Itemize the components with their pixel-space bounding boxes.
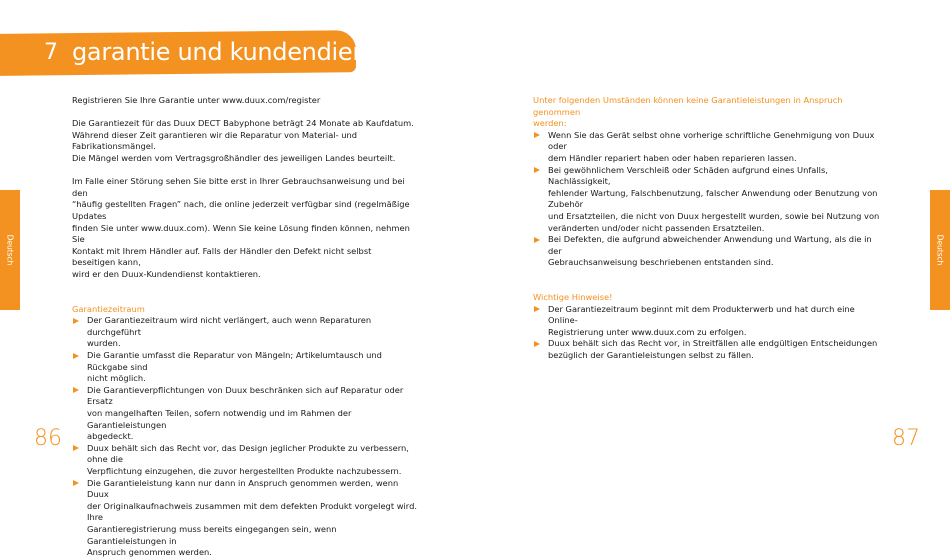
text-line: und Ersatzteilen, die nicht von Duux hergestellt wurden, sowie bei Nutzung von xyxy=(548,210,880,221)
text-line: Garantieregistrierung muss bereits eingegangen sein, wenn Garantieleistungen in xyxy=(87,523,337,546)
text-line: dem Händler repariert haben oder haben reparieren lassen. xyxy=(548,152,797,163)
support-paragraph xyxy=(72,176,417,280)
text-line: abgedeckt. xyxy=(87,431,134,442)
list-item xyxy=(72,478,417,559)
list-item xyxy=(533,338,883,361)
exclusions-list xyxy=(533,130,883,269)
text-line: finden Sie unter www.duux.com). Wenn Sie keine Lösung finden können, nehmen Sie xyxy=(72,222,410,245)
text-line: wurden. xyxy=(87,338,121,349)
language-tab-left-label: Deutsch xyxy=(5,234,15,266)
text-line: Unter folgenden Umständen können keine Garantieleistungen in Anspruch genommen xyxy=(533,95,843,117)
text-line: von mangelhaften Teilen, sofern notwendig und im Rahmen der Garantieleistungen xyxy=(87,408,352,430)
left-column xyxy=(72,95,417,559)
text-line: Duux behält sich das Recht vor, in Streitfällen alle endgültigen Entscheidungen xyxy=(548,338,878,349)
text-line: Die Garantiezeit für das Duux DECT Babyphone beträgt 24 Monate ab Kaufdatum. xyxy=(72,118,414,129)
text-line: Bei Defekten, die aufgrund abweichender Anwendung und Wartung, als die in der xyxy=(548,234,872,256)
text-line: bezüglich der Garantieleistungen selbst zu fällen. xyxy=(548,350,754,361)
text-line: fehlender Wartung, Falschbenutzung, falscher Anwendung oder Benutzung von Zubehör xyxy=(548,187,878,210)
list-item xyxy=(72,315,417,350)
text-line: Während dieser Zeit garantieren wir die Reparatur von Material- und Fabrikationsmängel. xyxy=(72,129,358,152)
text-line: wird er den Duux-Kundendienst kontaktieren. xyxy=(72,268,261,279)
text-line: Die Garantieleistung kann nur dann in Anspruch genommen werden, wenn Duux xyxy=(87,477,399,500)
list-item xyxy=(533,234,883,269)
text-line: Gebrauchsanweisung beschriebenen entstanden sind. xyxy=(548,257,774,268)
list-item xyxy=(72,350,417,385)
chapter-title: garantie und kundendienst xyxy=(72,38,389,66)
warranty-period-heading: Garantiezeitraum xyxy=(72,303,145,314)
language-tab-right xyxy=(930,190,950,310)
text-line: “häufig gestellten Fragen” nach, die online jederzeit verfügbar sind (regelmäßige Updates xyxy=(72,199,410,221)
important-notes-list xyxy=(533,304,883,362)
text-line: Die Mängel werden vom Vertragsgroßhändler des jeweiligen Landes beurteilt. xyxy=(72,152,396,163)
text-line: Bei gewöhnlichem Verschleiß oder Schäden aufgrund eines Unfalls, Nachlässigkeit, xyxy=(548,164,828,187)
text-line: Der Garantiezeitraum beginnt mit dem Produkterwerb und hat durch eine Online- xyxy=(548,303,855,326)
page-number-right: 87 xyxy=(892,426,920,451)
text-line: veränderten und/oder nicht passenden Ersatzteilen. xyxy=(548,222,765,233)
chapter-number: 7 xyxy=(44,40,58,65)
list-item xyxy=(533,304,883,339)
language-tab-left xyxy=(0,190,20,310)
text-line: Im Falle einer Störung sehen Sie bitte erst in Ihrer Gebrauchsanweisung und bei den xyxy=(72,176,405,198)
text-line: Verpflichtung einzugehen, die zuvor hergestellten Produkte nachzubessern. xyxy=(87,466,402,476)
list-item xyxy=(72,443,417,478)
text-line: Die Garantieverpflichtungen von Duux beschränken sich auf Reparatur oder Ersatz xyxy=(87,384,404,407)
language-tab-right-label: Deutsch xyxy=(935,234,945,266)
warranty-paragraph xyxy=(72,118,417,164)
text-line: Duux behält sich das Recht vor, das Design jeglicher Produkte zu verbessern, ohne die xyxy=(87,442,409,465)
important-notes-heading: Wichtige Hinweise! xyxy=(533,292,613,303)
text-line: Anspruch genommen werden. xyxy=(87,547,212,558)
text-line: Der Garantiezeitraum wird nicht verlängert, auch wenn Reparaturen durchgeführt xyxy=(87,315,372,337)
page-number-left: 86 xyxy=(34,426,62,451)
list-item xyxy=(533,130,883,165)
right-column xyxy=(533,95,883,362)
text-line: Registrierung unter www.duux.com zu erfolgen. xyxy=(548,326,747,337)
text-line: der Originalkaufnachweis zusammen mit dem defekten Produkt vorgelegt wird. Ihre xyxy=(87,500,417,523)
register-line: Registrieren Sie Ihre Garantie unter www.duux.com/register xyxy=(72,95,321,105)
text-line: Kontakt mit Ihrem Händler auf. Falls der Händler den Defekt nicht selbst beseitigen kann, xyxy=(72,245,372,268)
text-line: nicht möglich. xyxy=(87,373,146,384)
list-item xyxy=(533,165,883,235)
text-line: Wenn Sie das Gerät selbst ohne vorherige schriftliche Genehmigung von Duux oder xyxy=(548,129,875,152)
text-line: Die Garantie umfasst die Reparatur von Mängeln; Artikelumtausch und Rückgabe sind xyxy=(87,350,382,372)
list-item xyxy=(72,385,417,443)
exclusions-heading xyxy=(533,95,883,130)
text-line: werden: xyxy=(533,118,567,129)
warranty-period-list xyxy=(72,315,417,558)
